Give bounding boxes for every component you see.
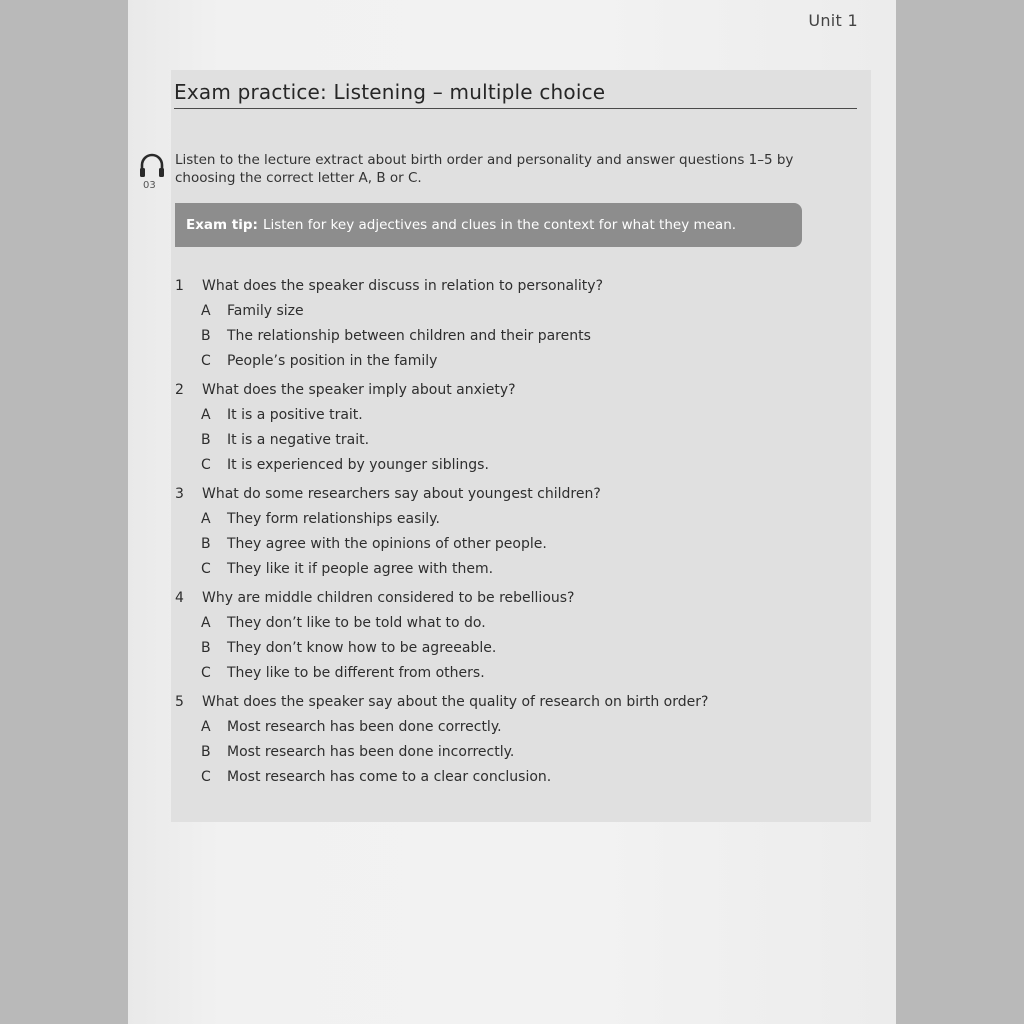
option-text: They like to be different from others.	[227, 665, 485, 681]
option-letter: B	[201, 640, 211, 656]
question-text: Why are middle children considered to be rebellious?	[202, 590, 575, 606]
option-text: People’s position in the family	[227, 353, 438, 369]
option-letter: C	[201, 769, 211, 785]
option-letter: C	[201, 457, 211, 473]
question-stem	[175, 276, 825, 296]
option-text: They agree with the opinions of other people.	[227, 536, 547, 552]
option-letter: B	[201, 744, 211, 760]
question-number: 3	[175, 486, 184, 502]
option-text: Most research has been done correctly.	[227, 719, 502, 735]
exam-tip-label: Exam tip:	[186, 217, 258, 233]
title-underline	[174, 108, 857, 109]
option-text: They don’t like to be told what to do.	[227, 615, 486, 631]
option-text: It is a negative trait.	[227, 432, 370, 448]
question-list	[175, 276, 825, 796]
option-text: They don’t know how to be agreeable.	[227, 640, 497, 656]
question-stem	[175, 484, 825, 504]
answer-option	[175, 326, 825, 346]
option-letter: A	[201, 303, 211, 319]
option-letter: A	[201, 615, 211, 631]
question-2	[175, 380, 825, 475]
answer-option	[175, 430, 825, 450]
exam-tip-box	[175, 203, 802, 247]
question-1	[175, 276, 825, 371]
question-text: What does the speaker say about the quality of research on birth order?	[202, 694, 709, 710]
question-number: 4	[175, 590, 184, 606]
question-text: What does the speaker discuss in relation to personality?	[202, 278, 604, 294]
question-text: What do some researchers say about youngest children?	[202, 486, 601, 502]
answer-option	[175, 351, 825, 371]
option-letter: B	[201, 536, 211, 552]
option-letter: A	[201, 719, 211, 735]
answer-option	[175, 767, 825, 787]
question-number: 2	[175, 382, 184, 398]
question-text: What does the speaker imply about anxiety?	[202, 382, 516, 398]
option-letter: C	[201, 665, 211, 681]
option-text: They form relationships easily.	[227, 511, 440, 527]
answer-option	[175, 455, 825, 475]
answer-option	[175, 638, 825, 658]
answer-option	[175, 613, 825, 633]
section-title: Exam practice: Listening – multiple choice	[174, 80, 606, 104]
option-letter: B	[201, 432, 211, 448]
question-number: 5	[175, 694, 184, 710]
answer-option	[175, 534, 825, 554]
unit-label: Unit 1	[808, 11, 858, 30]
option-text: It is a positive trait.	[227, 407, 363, 423]
option-text: It is experienced by younger siblings.	[227, 457, 489, 473]
option-text: They like it if people agree with them.	[227, 561, 494, 577]
option-letter: C	[201, 561, 211, 577]
option-text: The relationship between children and their parents	[227, 328, 591, 344]
option-text: Family size	[227, 303, 304, 319]
option-text: Most research has come to a clear conclusion.	[227, 769, 552, 785]
question-3	[175, 484, 825, 579]
answer-option	[175, 405, 825, 425]
option-text: Most research has been done incorrectly.	[227, 744, 515, 760]
exam-tip-text: Listen for key adjectives and clues in the context for what they mean.	[262, 217, 737, 233]
question-number: 1	[175, 278, 184, 294]
answer-option	[175, 509, 825, 529]
answer-option	[175, 663, 825, 683]
audio-track-number: 03	[143, 180, 156, 191]
answer-option	[175, 717, 825, 737]
question-stem	[175, 588, 825, 608]
question-stem	[175, 692, 825, 712]
answer-option	[175, 559, 825, 579]
option-letter: A	[201, 407, 211, 423]
answer-option	[175, 301, 825, 321]
option-letter: A	[201, 511, 211, 527]
answer-option	[175, 742, 825, 762]
book-page	[128, 0, 896, 1024]
option-letter: C	[201, 353, 211, 369]
question-4	[175, 588, 825, 683]
option-letter: B	[201, 328, 211, 344]
instructions: Listen to the lecture extract about birth order and personality and answer questions 1–5 by choosing the correct letter A, B or C.	[175, 152, 794, 186]
question-stem	[175, 380, 825, 400]
question-5	[175, 692, 825, 787]
